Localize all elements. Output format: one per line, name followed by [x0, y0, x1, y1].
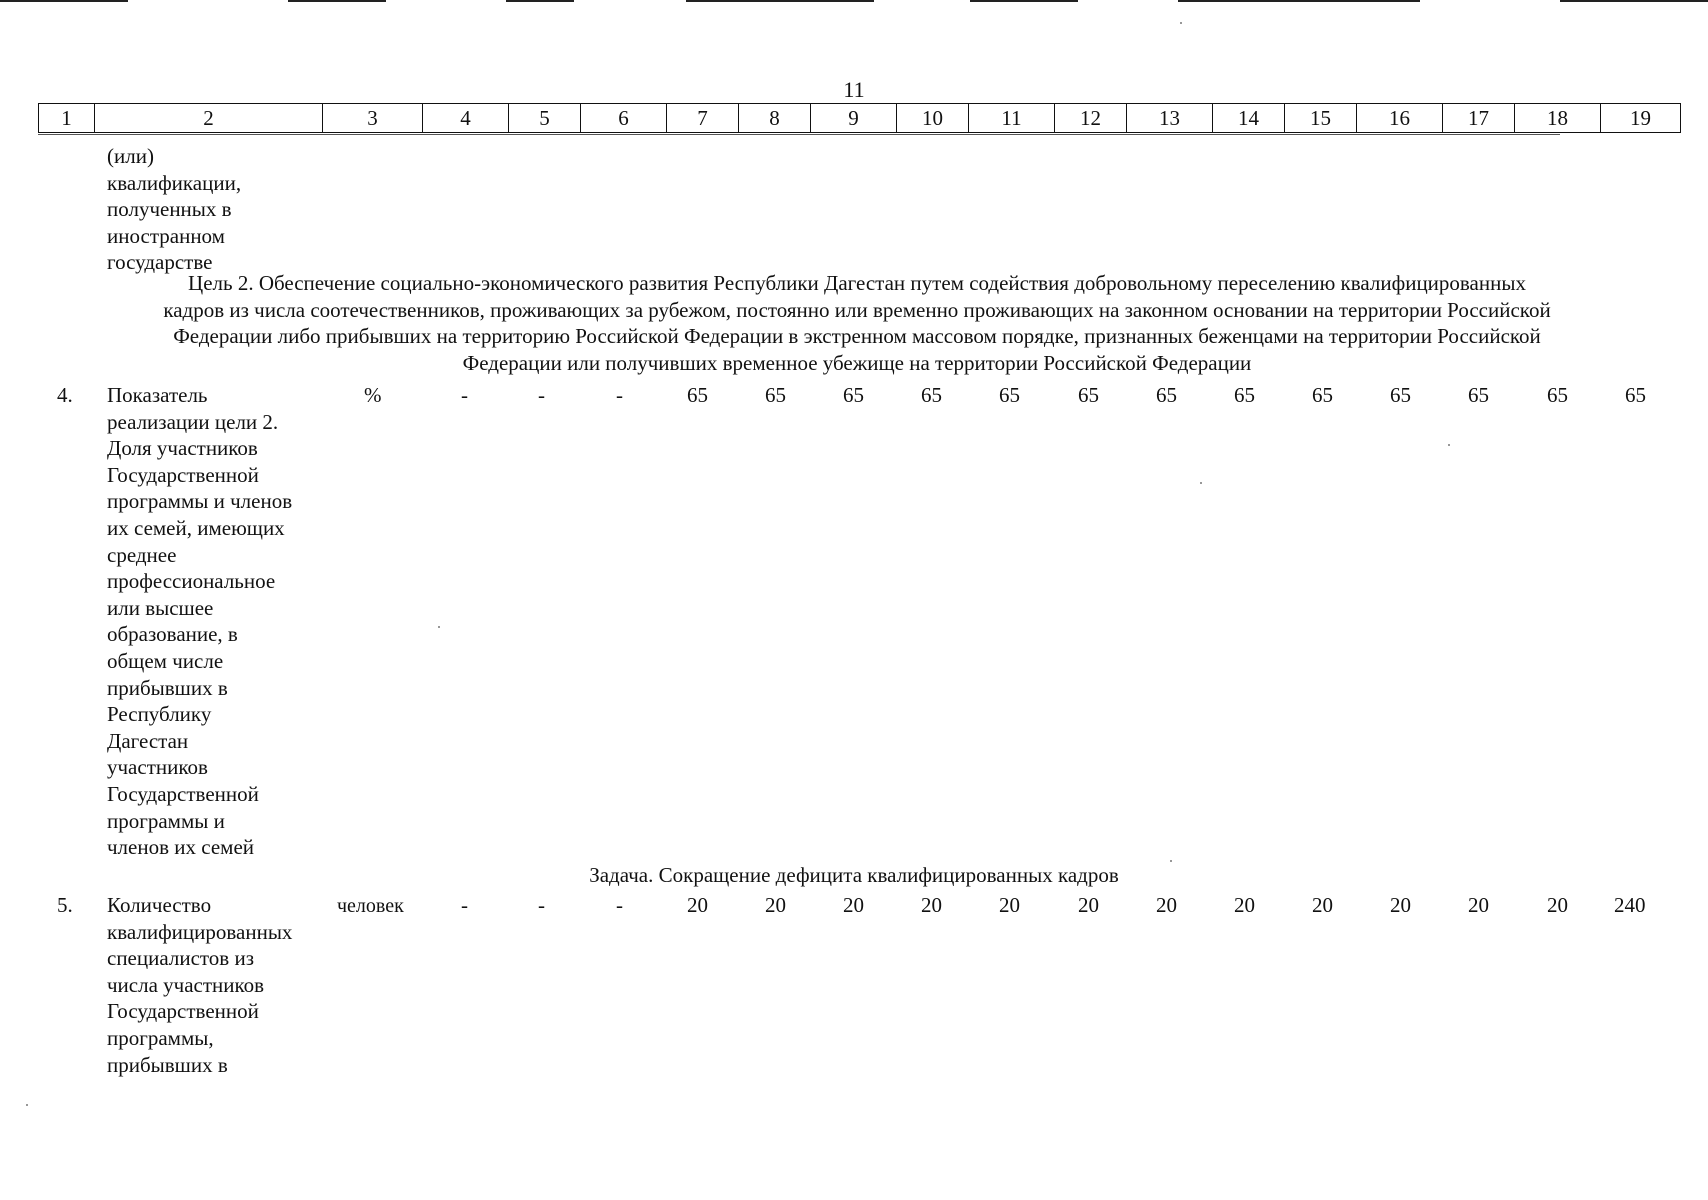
row-value: 65	[1625, 383, 1646, 407]
description-line: Доля участников	[107, 436, 258, 461]
scan-edge-fragment	[506, 0, 574, 2]
description-line: иностранном	[107, 223, 225, 248]
description-line: Показатель	[107, 383, 208, 407]
row-description	[107, 892, 322, 1078]
row-value: 20	[765, 893, 786, 917]
column-number-cell: 2	[95, 104, 323, 133]
row-unit: %	[364, 383, 382, 407]
description-line: образование, в	[107, 622, 238, 647]
column-number-cell: 9	[811, 104, 897, 133]
scan-edge-fragment	[1178, 0, 1420, 2]
scan-speck	[1170, 860, 1172, 862]
column-number-cell: 15	[1285, 104, 1357, 133]
description-line: государстве	[107, 250, 213, 275]
description-line: среднее	[107, 542, 177, 567]
row-value: 65	[1547, 383, 1568, 407]
description-line: числа участников	[107, 972, 265, 997]
column-number-cell: 18	[1515, 104, 1601, 133]
scan-speck	[438, 626, 440, 628]
description-line: (или)	[107, 144, 154, 168]
row-value: 20	[1078, 893, 1099, 917]
row-value: -	[538, 893, 545, 917]
column-number-cell: 16	[1357, 104, 1443, 133]
row-value: 65	[921, 383, 942, 407]
description-line: Государственной	[107, 462, 259, 487]
description-line: участников	[107, 755, 208, 780]
row-unit: человек	[337, 895, 404, 917]
row-value: -	[616, 383, 623, 407]
row-value: 65	[1156, 383, 1177, 407]
row-value: 65	[1390, 383, 1411, 407]
column-number-row	[39, 104, 1681, 133]
row-value: 20	[1547, 893, 1568, 917]
row-value: 65	[1312, 383, 1333, 407]
column-number-cell: 1	[39, 104, 95, 133]
description-line: Государственной	[107, 999, 259, 1024]
scan-edge-fragment	[0, 0, 128, 2]
row-value: -	[538, 383, 545, 407]
description-line: квалификации,	[107, 170, 242, 195]
row-value: 20	[687, 893, 708, 917]
goal-line: Федерации либо прибывших на территорию Российской Федерации в экстренном массовом порядке, признанных беженцами на территории Российской	[173, 324, 1541, 349]
row-index: 5.	[57, 893, 73, 917]
column-number-cell: 6	[581, 104, 667, 133]
row-value: 20	[1312, 893, 1333, 917]
column-number-cell: 17	[1443, 104, 1515, 133]
row-value: -	[461, 893, 468, 917]
description-line: программы и членов	[107, 489, 293, 514]
description-line: прибывших в	[107, 675, 228, 700]
column-number-cell: 5	[509, 104, 581, 133]
description-line: профессиональное	[107, 569, 276, 594]
column-number-cell: 7	[667, 104, 739, 133]
task-heading: Задача. Сокращение дефицита квалифицированных кадров	[589, 863, 1119, 887]
description-line: общем числе	[107, 648, 224, 673]
continued-row-description	[107, 143, 322, 276]
scan-speck	[1180, 22, 1182, 24]
column-number-cell: 11	[969, 104, 1055, 133]
row-value: -	[461, 383, 468, 407]
description-line: их семей, имеющих	[107, 515, 285, 540]
scan-speck	[1448, 444, 1450, 446]
column-number-cell: 19	[1601, 104, 1681, 133]
row-value: 20	[921, 893, 942, 917]
row-value: 65	[1078, 383, 1099, 407]
row-value: 65	[1234, 383, 1255, 407]
description-line: программы и	[107, 808, 225, 833]
scan-edge-fragment	[1560, 0, 1708, 2]
row-index: 4.	[57, 383, 73, 407]
description-line: специалистов из	[107, 946, 254, 971]
scan-edge-fragment	[686, 0, 874, 2]
column-number-cell: 14	[1213, 104, 1285, 133]
row-value: 65	[999, 383, 1020, 407]
row-value: 20	[1234, 893, 1255, 917]
column-number-cell: 3	[323, 104, 423, 133]
description-line: Республику	[107, 702, 212, 727]
column-number-cell: 4	[423, 104, 509, 133]
description-line: членов их семей	[107, 835, 254, 860]
goal-heading	[44, 270, 1670, 376]
row-value: -	[616, 893, 623, 917]
description-line: Государственной	[107, 781, 259, 806]
scan-edge-fragment	[970, 0, 1078, 2]
description-line: или высшее	[107, 595, 214, 620]
goal-line: Федерации или получивших временное убежище на территории Российской Федерации	[462, 350, 1252, 375]
description-line: программы,	[107, 1025, 214, 1050]
row-value: 65	[765, 383, 786, 407]
scan-edge-fragment	[288, 0, 386, 2]
description-line: квалифицированных	[107, 919, 293, 944]
column-number-cell: 13	[1127, 104, 1213, 133]
column-number-cell: 8	[739, 104, 811, 133]
description-line: Количество	[107, 893, 212, 917]
row-value: 20	[1468, 893, 1489, 917]
goal-line: кадров из числа соотечественников, проживающих за рубежом, постоянно или временно проживающих на законном основании на территории Российской	[163, 297, 1551, 322]
description-line: прибывших в	[107, 1052, 228, 1077]
row-value: 20	[843, 893, 864, 917]
goal-line: Цель 2. Обеспечение социально-экономического развития Республики Дагестан путем содействия добровольному переселению квалифицированных	[188, 271, 1526, 295]
description-line: полученных в	[107, 197, 232, 222]
row-value: 240	[1614, 893, 1646, 917]
row-value: 20	[1156, 893, 1177, 917]
row-value: 65	[687, 383, 708, 407]
description-line: Дагестан	[107, 728, 189, 753]
scan-speck	[1200, 482, 1202, 484]
page-number: 11	[843, 77, 865, 102]
row-value: 65	[843, 383, 864, 407]
scan-speck	[26, 1104, 28, 1106]
row-value: 20	[1390, 893, 1411, 917]
description-line: реализации цели 2.	[107, 409, 279, 434]
column-number-cell: 12	[1055, 104, 1127, 133]
row-description	[107, 382, 322, 861]
column-number-cell: 10	[897, 104, 969, 133]
row-value: 65	[1468, 383, 1489, 407]
row-value: 20	[999, 893, 1020, 917]
column-number-header	[38, 103, 1681, 133]
header-underline	[38, 134, 1560, 135]
